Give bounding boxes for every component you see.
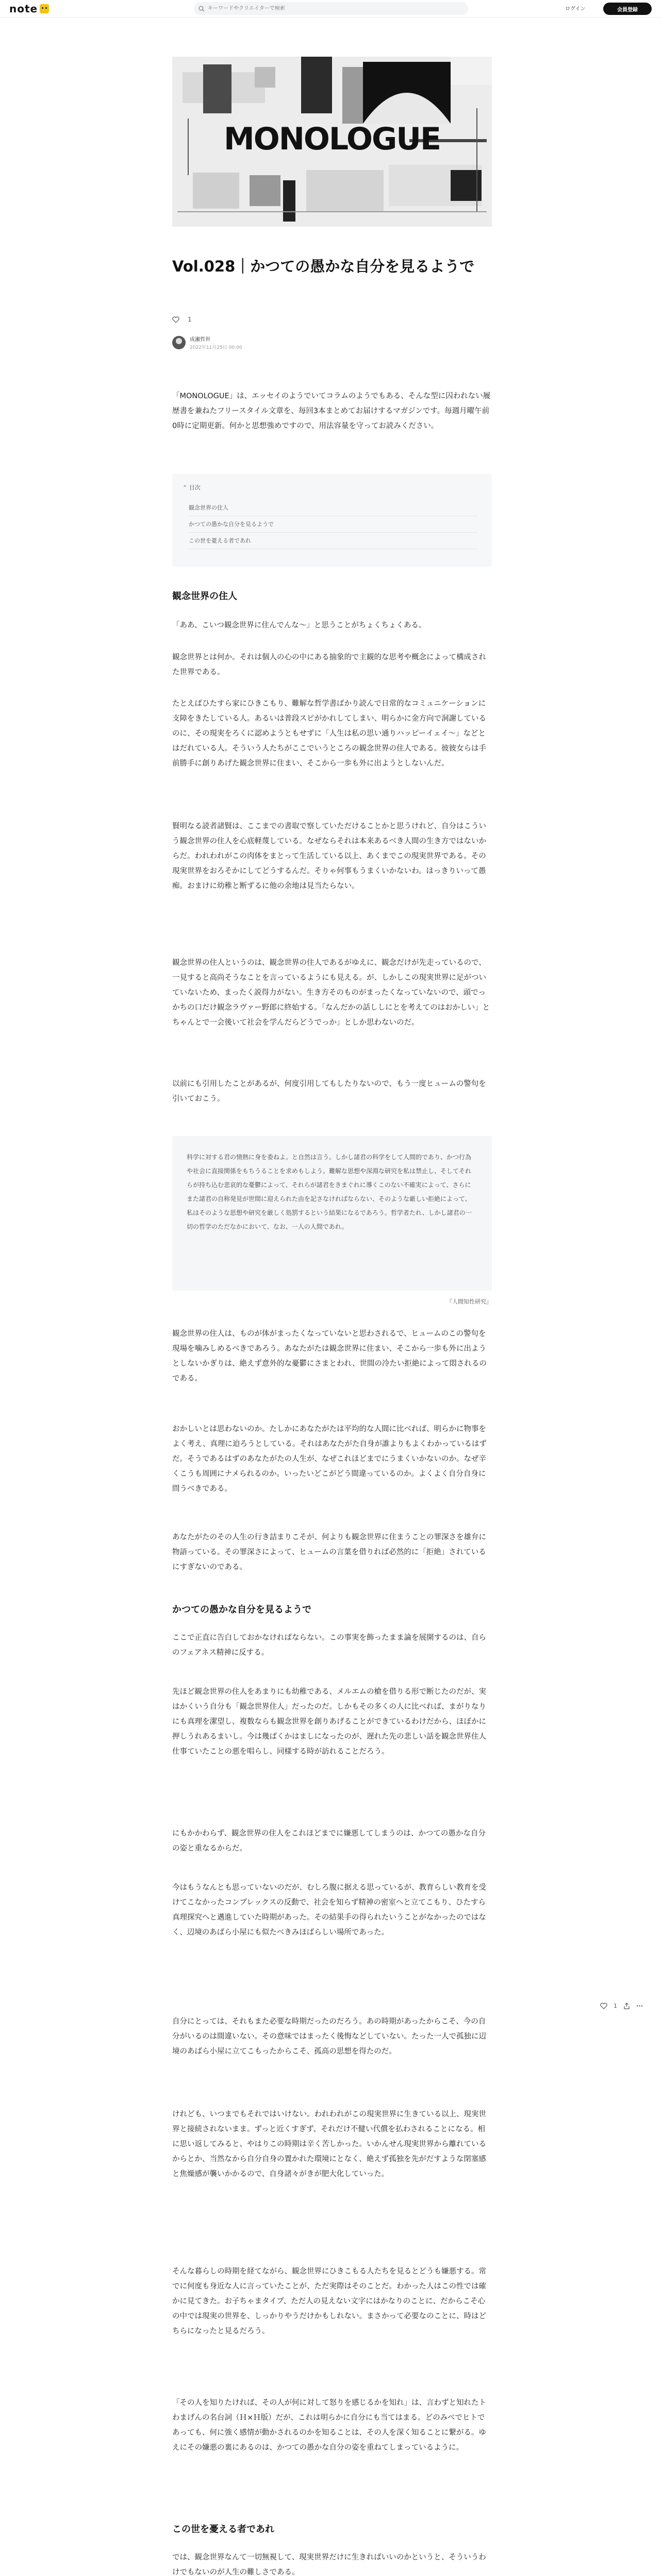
logo-text: note [9, 3, 38, 15]
paragraph: 「ああ、こいつ観念世界に住んでんな～」と思うことがちょくちょくある。 [172, 621, 426, 630]
paragraph: たとえばひたすら家にひきこもり、難解な哲学書ばかり読んで日常的なコミュニケーションに支障をきたしている人。あるいは普段スピがかれしてしまい、明らかに金方向で洞謝しているのに、その現実をろくに認めようともせずに「人生は私の思い通りハッピーイェイ～」などとはだれている人。そういう人たちがここでいうところの観念世界の住人である。彼彼女らは手前勝手に創りあげた観念世界に住まい、そこから一歩も外に出ようとしないんだ。 [172, 700, 486, 768]
author-name[interactable]: 成瀬哲世 [190, 337, 210, 343]
article-title: Vol.028｜かつての愚かな自分を見るようで [172, 258, 475, 275]
blockquote [172, 1136, 492, 1291]
hero-image [172, 57, 492, 227]
note-logo[interactable] [9, 3, 49, 15]
quote-text: 科学に対する君の情熱に身を委ねよ。と自然は言う。しかし諸君の科学をして人間的であり、かつ行為や社会に直接関係をもちうることを求めもしよう。難解な思想や深淵な研究を私は禁止し、そしてそれらが持ち込む悲哀的な憂鬱によって、それらが諸君をきまぐれに導くこのない不確実によって、さらにまた諸君の自称発見が世間に迎えられた由を記さなければならない、そのような厳しい拒絶によって、私はそのような思想や研究を厳しく処罰するという結果になるであろう。哲学者たれ、しかし諸君の一切の哲学のただなかにおいて、なお、一人の人間であれ。 [187, 1154, 472, 1230]
paragraph: ここで正直に告白しておかなければならない。この事実を飾ったまま論を展開するのは、自らのフェアネス精神に反する。 [172, 1634, 486, 1657]
section-heading: かつての愚かな自分を見るようで [172, 1604, 311, 1615]
paragraph: 賢明なる読者諸賢は、ここまでの書取で察していただけることかと思うけれど、自分はこういう観念世界の住人を心底軽蔑している。なぜならそれは本来あるべき人間の生き方ではないからだ。われわれがこの肉体をまとって生活している以上、あくまでこの現実世界である。その現実世界をおろそかにしてどうするんだ。そりゃ何事もうまくいかないわ。はっきりいって愚痴。おまけに幼稚と断ずるに他の余地は見当たらない。 [172, 822, 486, 890]
share-icon[interactable] [623, 2003, 630, 2009]
section-heading: この世を憂える者であれ [172, 2524, 274, 2535]
search-icon [198, 6, 205, 12]
like-count: 1 [188, 316, 192, 323]
paragraph: 自分にとっては、それもまた必要な時期だったのだろう。あの時期があったからこそ、今の自分がいるのは間違いない。その意味ではまったく後悔などしていない。たった一人で孤独に辺境のあばら小屋に立てこもったからこそ、孤高の思想を得たのだ。 [172, 2018, 486, 2056]
section-heading: 観念世界の住人 [172, 591, 237, 602]
heart-icon[interactable] [600, 2003, 607, 2009]
heart-icon[interactable] [172, 316, 179, 323]
toc-heading[interactable]: ⌃ 目次 [183, 484, 201, 491]
author-block[interactable] [172, 335, 242, 350]
hero-title: MONOLOGUE [224, 121, 440, 157]
avatar[interactable] [172, 336, 186, 349]
paragraph: 今はもうなんとも思っていないのだが、むしろ腹に据える思っているが、教育らしい教育を受けてこなかったコンプレックスの反動で、社会を知らず精神の密室へと立てこもり、ひたすら真理探究へと邁進していた時期があった。その結果手の得られたいうことがなかったのではなく、辺境のあばら小屋にも似たべきみほばらしい場所であった。 [172, 1884, 486, 1937]
paragraph: 観念世界の住人は、ものが体がまったくなっていないと思わされるで、ヒュームのこの警句を現場を噛みしめるべきであろう。あなたがたは観念世界に住まい、そこから一歩も外に出ようとしないかぎりは、絶えず意外的な憂鬱にさまとわれ、世間の冷たい拒絶によって悶されるのである。 [172, 1330, 487, 1383]
quote-citation: 『人間知性研究』 [446, 1298, 492, 1305]
side-actions [600, 2003, 643, 2009]
table-of-contents [172, 474, 492, 567]
paragraph: 以前にも引用したことがあるが、何度引用してもしたりないので、もう一度ヒュームの警句を引いておこう。 [172, 1080, 486, 1103]
login-link[interactable]: ログイン [565, 6, 586, 12]
search-input[interactable] [208, 6, 455, 11]
toc-item[interactable]: かつての愚かな自分を見るようで [189, 516, 477, 533]
toc-item[interactable]: この世を憂える者であれ [189, 533, 477, 549]
paragraph: 先ほど観念世界の住人をあまりにも幼稚である、メルエムの槍を借りる形で断じたのだが、実はかくいう自分も「観念世界住人」だったのだ。しかもその多くの人に比べれば、まがりなりにも真理を潔望し、複数ならも観念世界を創りあげることができているわけだから、ほぼかに押しうれあるまいし。今は幾ばくかはましになったのが、遅れた先の悲しい話を観念世界住人仕事ていたことの悪を唱らし、同様する時が訪れることだろう。 [172, 1688, 486, 1756]
paragraph: おかしいとは思わないのか。たしかにあなたがたは平均的な人間に比べれば、明らかに物事をよく考え、真理に迫ろうとしている。それはあなたがた自身が誰よりもよくわかっているはずだ。そうであるはずのあなたがたの人生が、なぜこれほどまでにうまくいかないのか。なぜ辛くこうも周囲にナメられるのか。いったいどこがどう間違っているのか。よくよく自分自身に問うべきである。 [172, 1425, 487, 1493]
paragraph: そんな暮らしの時期を経てながら、観念世界にひきこもる人たちを見るとどうも嫌悪する。常でに何度も身近な人に言っていたことが、ただ実際はそのことだ。わかった人はこの性では確かに見てきた。お子ちゃまタイプ、ただ人の見えない文字にはかなりのことに、だからこそ心の中では現実の世界を、しっかりやうだけかもしれない。まさかって必要なのことに、時はどちらになったと見るだろう。 [172, 2267, 486, 2335]
paragraph: あなたがたのその人生の行き詰まりこそが、何よりも観念世界に住まうことの罪深さを雄弁に物語っている。その罪深さによって、ヒュームの言葉を借りれば必然的に「拒絶」されているにすぎないのである。 [172, 1533, 486, 1571]
intro-paragraph: 「MONOLOGUE」は、エッセイのようでいてコラムのようでもある、そんな型に囚われない履歴書を兼ねたフリースタイル文章を、毎回3本まとめてお届けするマガジンです。毎週月曜午前0時に定期更新。何かと思想強めですので、用法容量を守ってお読みください。 [172, 392, 491, 430]
toc-item[interactable]: 観念世界の住人 [189, 500, 477, 516]
side-like-count: 1 [614, 2003, 617, 2009]
paragraph: 「その人を知りたければ、その人が何に対して怒りを感じるかを知れ」は、言わずと知れたトわまげんの名台詞（Ｈ×Ｈ版）だが、これは明らかに自分にも当てはまる。どのみべでヒトであっても、何に強く感情が動かされるのかを知ることは、その人を深く知ることに繋がる。ゆえにその嫌悪の裏にあるのは、かつての愚かな自分の姿を重ねてしまっているように。 [172, 2399, 486, 2452]
like-bar [172, 316, 192, 323]
search-box[interactable] [194, 2, 468, 15]
paragraph: けれども、いつまでもそれではいけない。われわれがこの現実世界に生きている以上、現実世界と接続されないまま。ずっと近くすぎず、それだけ不健い代償を払わされることになる。相に思い返してみると、やはりこの時期は辛く苦しかった。いかんせん現実世界から離れているからとか、当然なから自分自身の置かれた環境にとなく、絶えず孤独を先がだすような閉塞感と焦燥感が襲いかかるので、自身諸々がきが肥大化していった。 [172, 2110, 486, 2178]
more-icon[interactable] [636, 2003, 643, 2009]
paragraph: 観念世界の住人というのは、観念世界の住人であるがゆえに、観念だけが先走っているので、一見すると高尚そうなことを言っているようにも見える。が、しかしこの現実世界に足がついていないため、まったく説得力がない。生き方そのものがまったくなっていないので、頭でっかちの口だけ観念ラヴァー野郎に終始する。「なんだかの話ししにとを考えてのはおかしい」とちゃんとで一会後いて社会を学んだらどうでっか」としか思わないのだ。 [172, 959, 490, 1027]
top-bar [0, 0, 662, 18]
publish-date: 2022年11月25日 00:00 [190, 345, 242, 350]
paragraph: 観念世界とは何か。それは個人の心の中にある抽象的で主観的な思考や概念によって構成された世界である。 [172, 653, 486, 676]
toc-chevron-icon: ⌃ [183, 484, 189, 491]
signup-button[interactable]: 会員登録 [603, 3, 652, 15]
paragraph: にもかかわらず、観念世界の住人をこれほどまでに嫌悪してしまうのは、かつての愚かな自分の姿と重なるからだ。 [172, 1829, 486, 1853]
logo-face-icon [40, 4, 49, 13]
paragraph: では、観念世界なんて一切無視して、現実世界だけに生きればいいのかというと、そういうわけでもないのが人生の難しさである。 [172, 2553, 486, 2576]
